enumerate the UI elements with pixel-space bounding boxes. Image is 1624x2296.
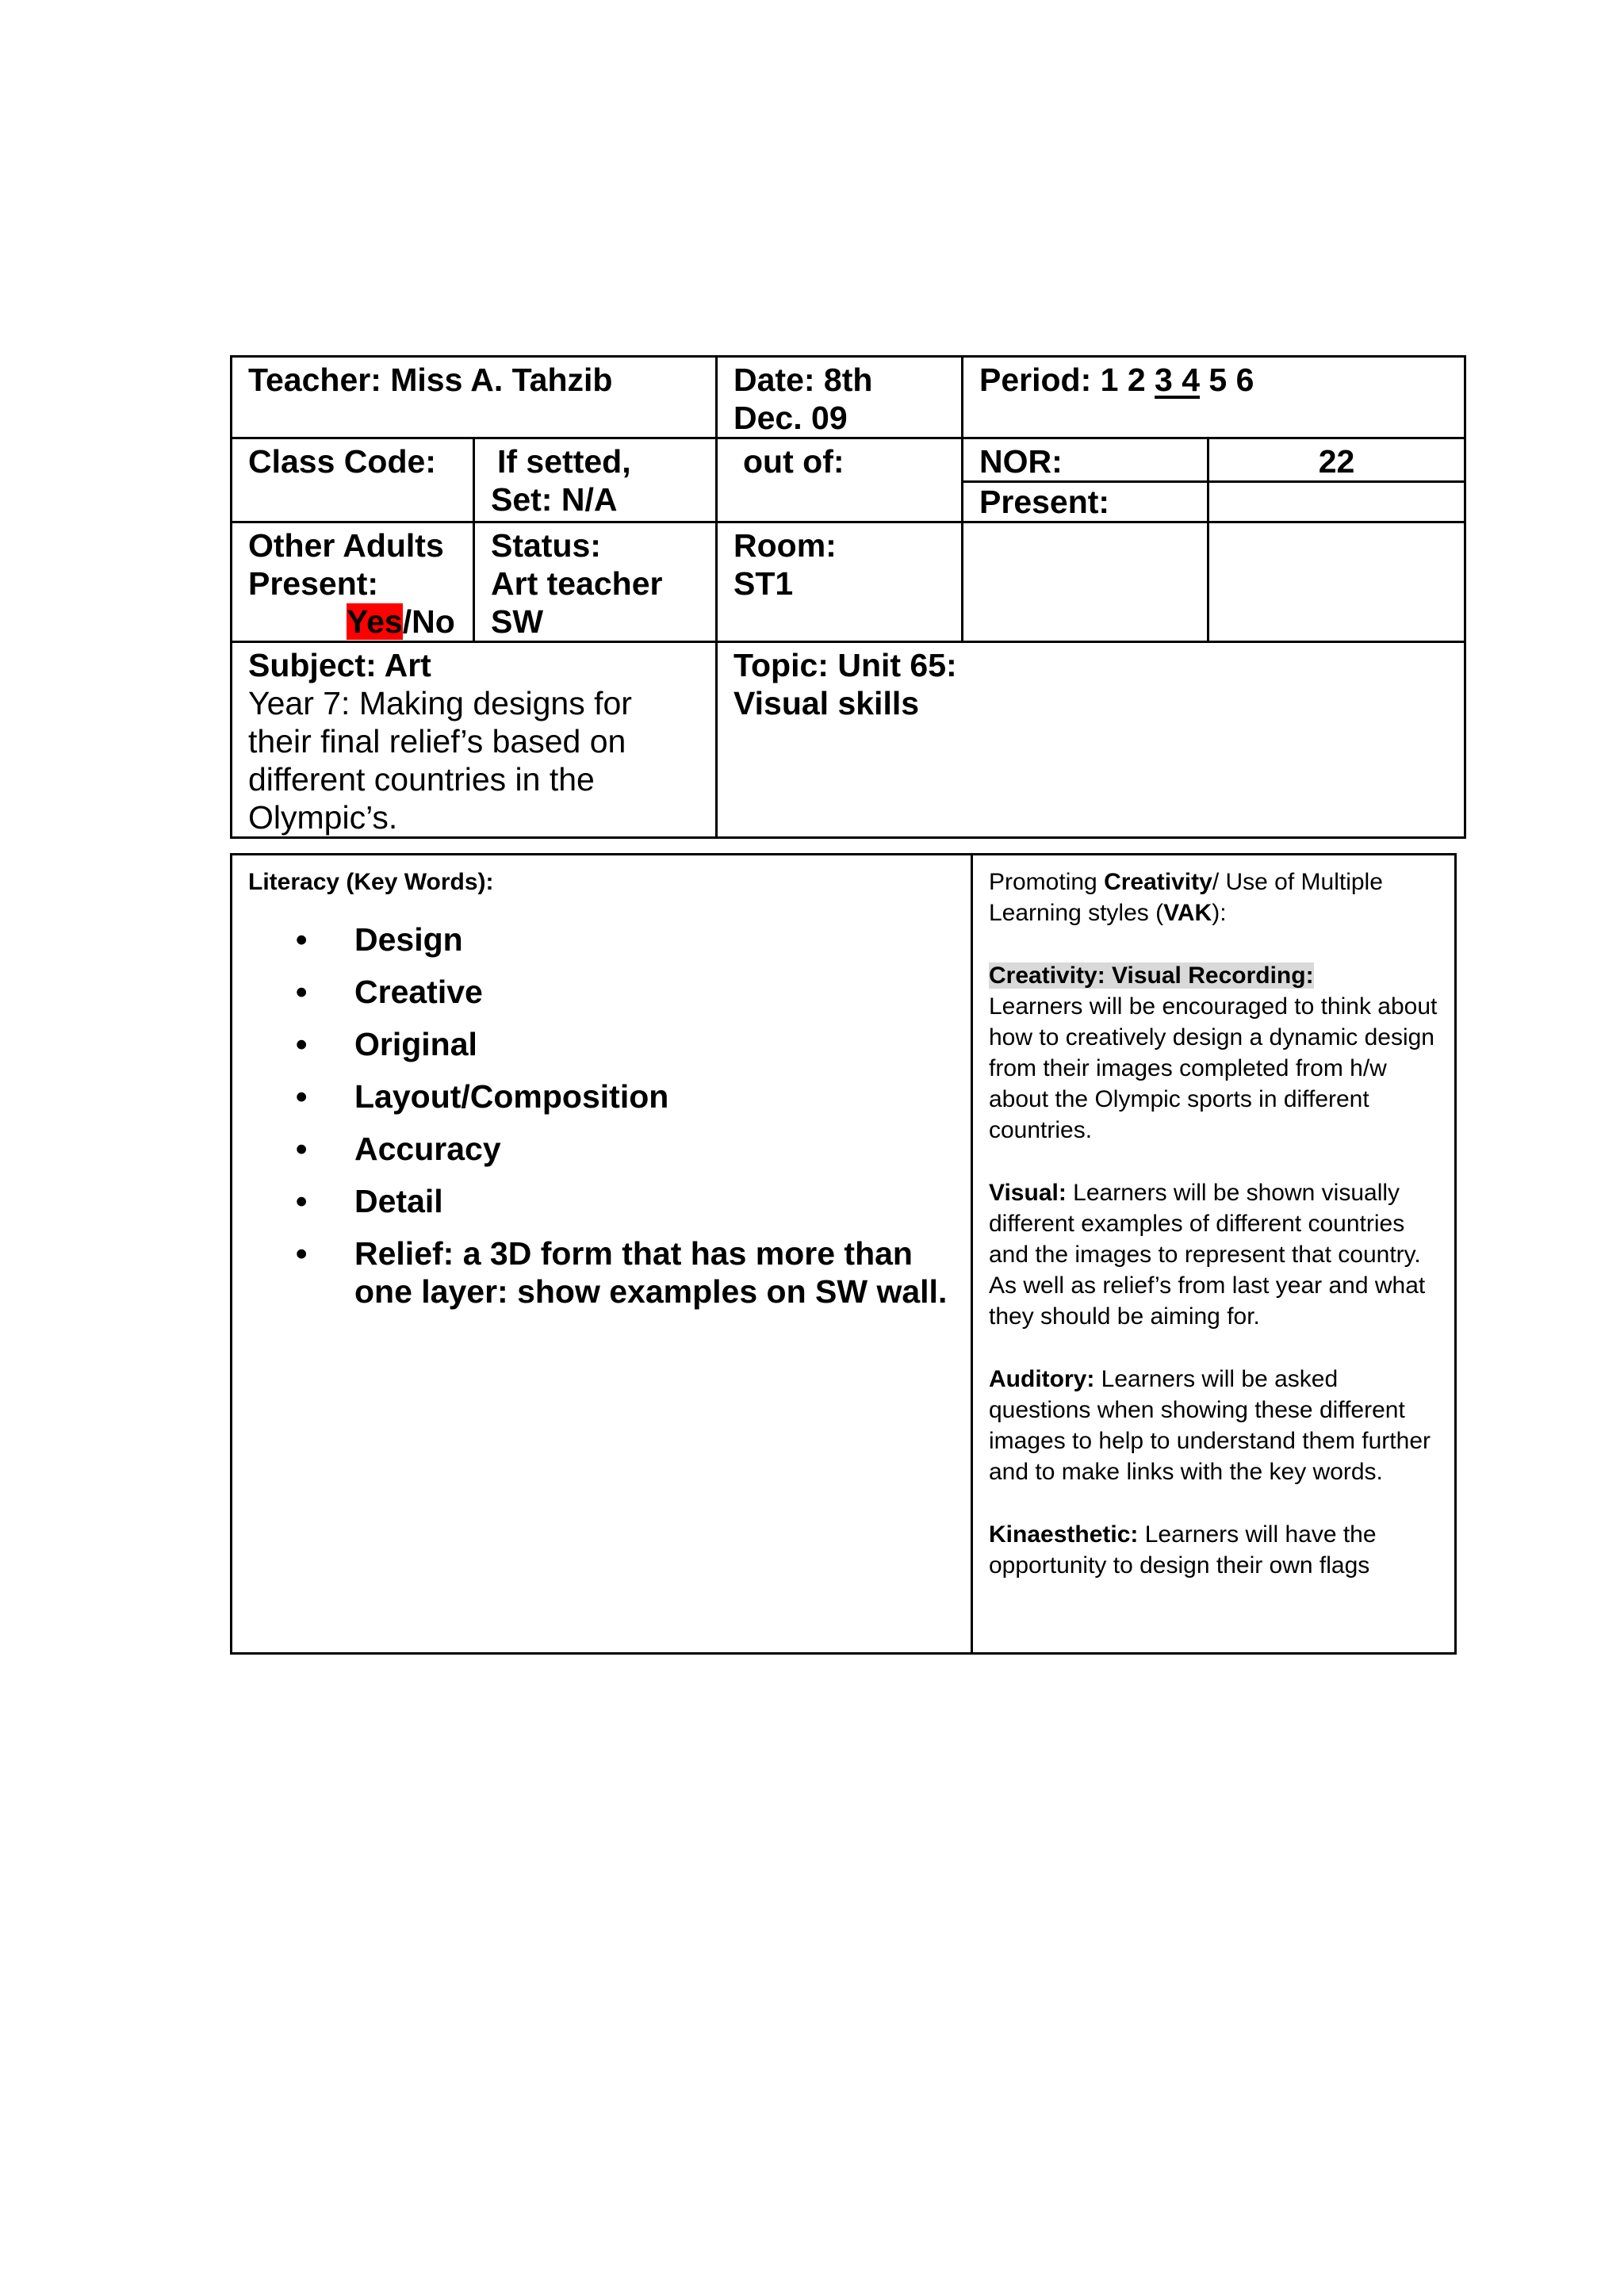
date-cell <box>717 357 963 438</box>
visual-text: Learners will be shown visually different examples of different countries and the images to represent that country. <box>989 1180 1421 1268</box>
teacher-name: Teacher: Miss A. Tahzib <box>248 362 613 398</box>
empty-cell-b <box>1208 522 1465 642</box>
kinaesthetic-section <box>989 1519 1438 1581</box>
date-line2: Dec. 09 <box>733 400 848 436</box>
other-adults-line2: Present: <box>248 565 379 602</box>
list-item <box>296 1130 971 1168</box>
teacher-cell <box>232 357 717 438</box>
subject-cell <box>232 642 717 838</box>
topic-cell <box>717 642 1465 838</box>
set-cell <box>474 438 717 522</box>
period-rest: 5 6 <box>1200 362 1254 398</box>
present-value-cell <box>1208 482 1465 522</box>
list-item <box>296 1025 971 1063</box>
no-option: /No <box>402 603 455 640</box>
present-label-cell <box>963 482 1208 522</box>
bullet-icon: • <box>296 974 308 1010</box>
other-adults-line1: Other Adults <box>248 527 444 564</box>
auditory-text: Learners will be asked questions when showing these different images to help to understand them further and to make links with the key words. <box>989 1366 1431 1485</box>
status-line1: Art teacher <box>491 565 663 602</box>
list-item <box>296 1077 971 1115</box>
nor-value: 22 <box>1318 443 1355 480</box>
nor-value-cell <box>1208 438 1465 482</box>
visual-label: Visual: <box>989 1180 1067 1206</box>
lesson-header-table <box>230 355 1466 839</box>
empty-cell-a <box>963 522 1208 642</box>
keyword-list <box>232 920 971 1311</box>
topic-line1: Topic: Unit 65: <box>733 647 957 683</box>
yes-option: Yes <box>347 603 403 640</box>
room-label: Room: <box>733 527 837 564</box>
status-cell <box>474 522 717 642</box>
list-item <box>296 973 971 1011</box>
literacy-title: Literacy (Key Words): <box>248 869 494 895</box>
keyword-text: Accuracy <box>354 1131 501 1167</box>
nor-label-cell <box>963 438 1208 482</box>
date-line1: Date: 8th <box>733 362 873 398</box>
status-label: Status: <box>491 527 601 564</box>
list-item <box>296 1234 971 1311</box>
list-item <box>296 920 971 959</box>
keyword-text: Detail <box>354 1183 443 1219</box>
nor-label: NOR: <box>979 443 1063 480</box>
bullet-icon: • <box>296 1183 308 1219</box>
keyword-text: Layout/Composition <box>354 1078 669 1115</box>
status-line2: SW <box>491 603 544 640</box>
creativity-cell <box>972 855 1456 1654</box>
out-of-label: out of: <box>743 443 845 480</box>
class-code-label: Class Code: <box>248 443 436 480</box>
bullet-icon: • <box>296 921 308 958</box>
topic-line2: Visual skills <box>733 685 920 721</box>
creativity-intro: Promoting Creativity/ Use of Multiple Learning styles (VAK): <box>989 869 1383 926</box>
if-setted-label: If setted, <box>497 443 631 480</box>
period-label: Period: 1 2 <box>979 362 1155 398</box>
other-adults-cell <box>232 522 474 642</box>
present-label: Present: <box>979 484 1110 520</box>
keyword-text: Original <box>354 1026 477 1062</box>
creativity-heading: Creativity: Visual Recording: <box>989 962 1314 989</box>
bullet-icon: • <box>296 1026 308 1062</box>
period-cell <box>963 357 1465 438</box>
literacy-cell <box>232 855 972 1654</box>
bullet-icon: • <box>296 1131 308 1167</box>
bullet-icon: • <box>296 1078 308 1115</box>
class-code-cell <box>232 438 474 522</box>
bullet-icon: • <box>296 1235 308 1272</box>
visual-section <box>989 1177 1438 1332</box>
visual-text-2: As well as relief’s from last year and what they should be aiming for. <box>989 1272 1426 1330</box>
room-cell <box>717 522 963 642</box>
set-value: Set: N/A <box>491 481 618 518</box>
creativity-section <box>989 960 1438 1146</box>
kinaesthetic-text: Learners will have the opportunity to design their own flags <box>989 1521 1377 1578</box>
keyword-text: Relief: a 3D form that has more than one layer: show examples on SW wall. <box>354 1235 948 1310</box>
auditory-label: Auditory: <box>989 1366 1095 1392</box>
room-value: ST1 <box>733 565 794 602</box>
kinaesthetic-label: Kinaesthetic: <box>989 1521 1139 1548</box>
keyword-text: Design <box>354 921 463 958</box>
subject-description: Year 7: Making designs for their final relief’s based on different countries in the Olympic’s. <box>248 685 632 836</box>
out-of-cell <box>717 438 963 522</box>
literacy-creativity-table <box>230 853 1457 1655</box>
creativity-text: Learners will be encouraged to think about how to creatively design a dynamic design from their images completed from h/w about the Olympic sports in different countries. <box>989 993 1438 1143</box>
auditory-section <box>989 1364 1438 1487</box>
list-item <box>296 1182 971 1220</box>
period-underlined: 3 4 <box>1155 362 1201 398</box>
keyword-text: Creative <box>354 974 483 1010</box>
subject-label: Subject: Art <box>248 647 431 683</box>
